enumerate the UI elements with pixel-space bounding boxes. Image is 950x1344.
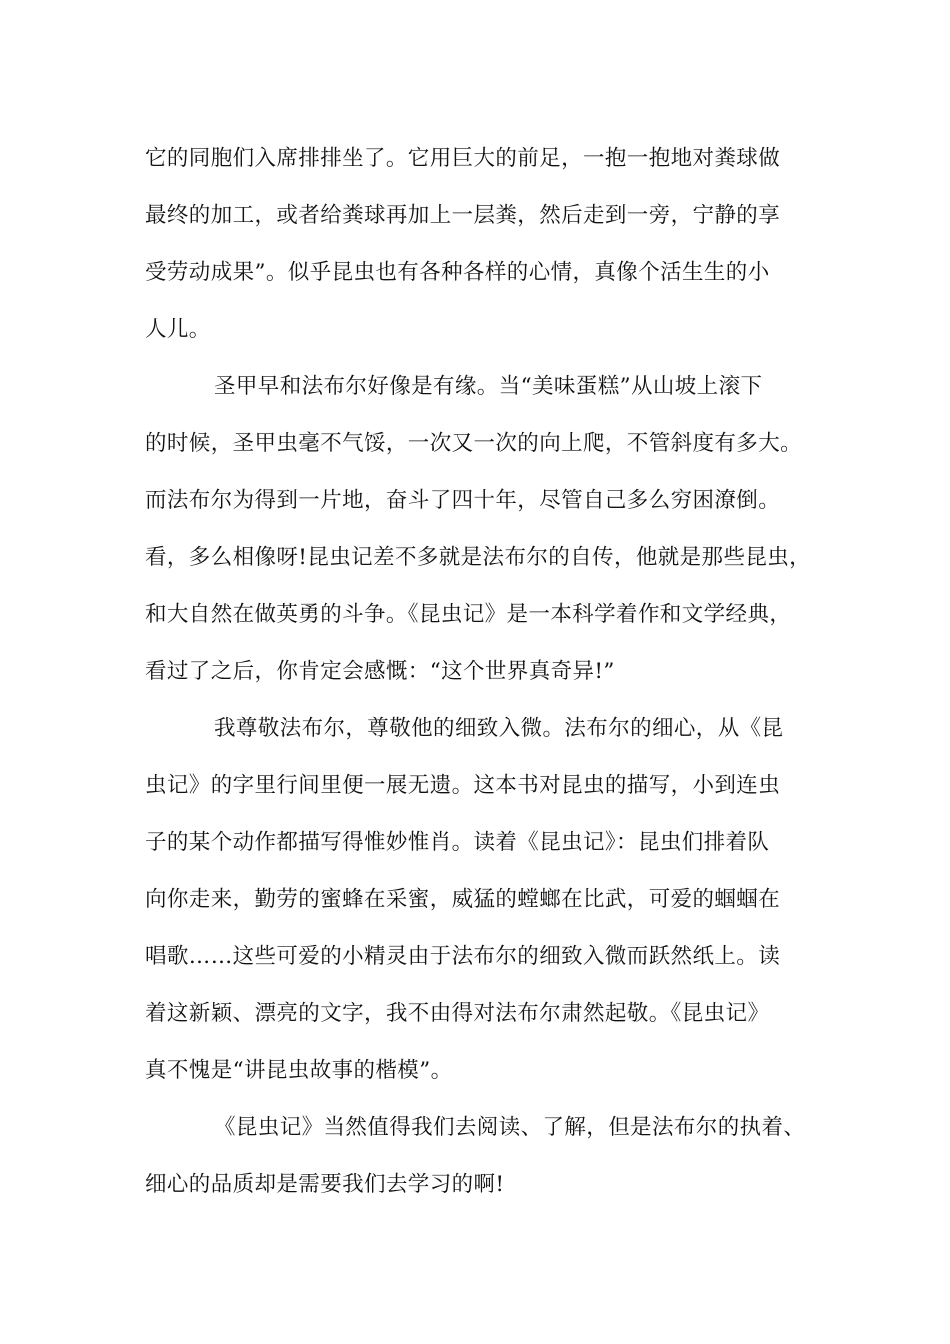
paragraph-2-line-5: 和大自然在做英勇的斗争。《昆虫记》是一本科学着作和文学经典， xyxy=(145,602,792,627)
paragraph-3-line-5: 唱歌……这些可爱的小精灵由于法布尔的细致入微而跃然纸上。读 xyxy=(145,944,781,969)
paragraph-2-line-1: 圣甲早和法布尔好像是有缘。当“美味蛋糕”从山坡上滚下 xyxy=(214,374,763,399)
paragraph-3-line-6: 着这新颖、漂亮的文字，我不由得对法布尔肃然起敬。《昆虫记》 xyxy=(145,1001,770,1026)
paragraph-2-line-4: 看，多么相像呀!昆虫记差不多就是法布尔的自传，他就是那些昆虫， xyxy=(145,545,812,570)
paragraph-3-line-4: 向你走来，勤劳的蜜蜂在采蜜，威猛的螳螂在比武，可爱的蝈蝈在 xyxy=(145,887,781,912)
paragraph-1-line-2: 最终的加工，或者给粪球再加上一层粪，然后走到一旁，宁静的享 xyxy=(145,203,781,228)
paragraph-4-line-1: 《昆虫记》当然值得我们去阅读、了解，但是法布尔的执着、 xyxy=(214,1115,806,1140)
paragraph-1-line-3: 受劳动成果”。似乎昆虫也有各种各样的心情，真像个活生生的小 xyxy=(145,260,770,285)
paragraph-4-line-2: 细心的品质却是需要我们去学习的啊! xyxy=(145,1172,505,1197)
paragraph-3-line-7: 真不愧是“讲昆虫故事的楷模”。 xyxy=(145,1058,453,1083)
paragraph-1-line-1: 它的同胞们入席排排坐了。它用巨大的前足，一抱一抱地对粪球做 xyxy=(145,146,781,171)
paragraph-2-line-3: 而法布尔为得到一片地，奋斗了四十年，尽管自己多么穷困潦倒。 xyxy=(145,488,781,513)
paragraph-2-line-2: 的时候，圣甲虫毫不气馁，一次又一次的向上爬，不管斜度有多大。 xyxy=(145,431,803,456)
document-body xyxy=(145,130,825,1213)
paragraph-3-line-1: 我尊敬法布尔，尊敬他的细致入微。法布尔的细心，从《昆 xyxy=(214,716,784,741)
paragraph-1-line-4: 人儿。 xyxy=(145,317,211,342)
paragraph-3-line-2: 虫记》的字里行间里便一展无遗。这本书对昆虫的描写，小到连虫 xyxy=(145,773,781,798)
paragraph-2-line-6: 看过了之后，你肯定会感慨：“这个世界真奇异!” xyxy=(145,659,615,684)
paragraph-3-line-3: 子的某个动作都描写得惟妙惟肖。读着《昆虫记》：昆虫们排着队 xyxy=(145,830,770,855)
